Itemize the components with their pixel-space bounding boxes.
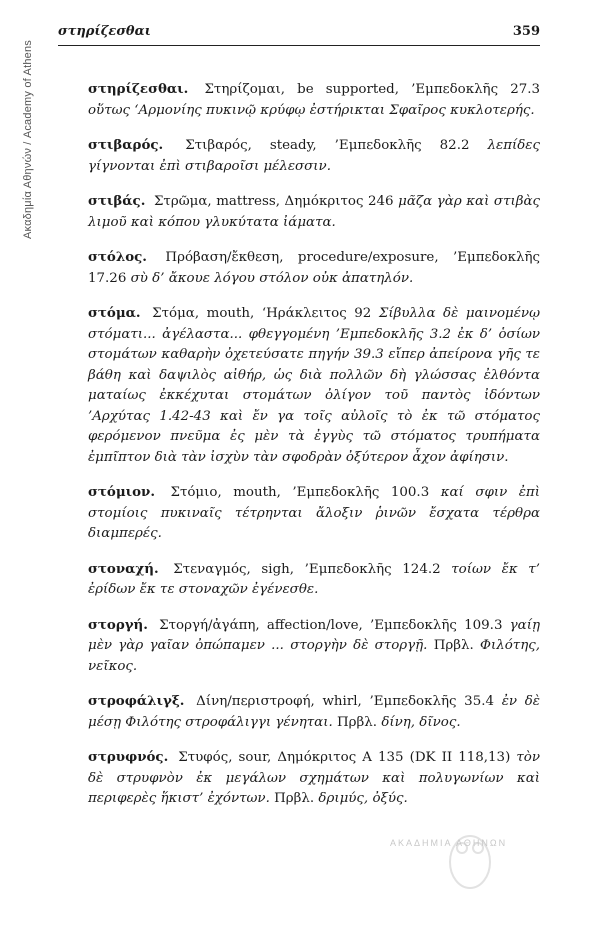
quotation: λεπίδες γίγνονται ἐπὶ στιβαροῖσι μέλεσσιν. <box>88 138 540 174</box>
quotation: μᾶζα γὰρ καὶ στιβὰς λιμοῦ καὶ κόπου γλυκύτατα ἰάματα. <box>88 194 541 230</box>
side-watermark: Ακαδημία Αθηνών / Academy of Athens <box>22 40 34 240</box>
running-head: στηρίζεσθαι <box>58 24 151 39</box>
headword: στόμα. <box>88 305 141 322</box>
cross-reference-prefix: Πρβλ. <box>274 791 315 807</box>
headword: στρυφνός. <box>88 749 169 766</box>
quotation: οὕτως ‘Αρμονίης πυκινῷ κρύφῳ ἐστήρικται Σφαῖρος κυκλοτερής. <box>88 102 535 118</box>
cross-reference-prefix: Πρβλ. <box>433 638 474 654</box>
quotation: γαίῃ μὲν γὰρ γαῖαν ὀπώπαμεν ... στοργὴν δὲ στοργῇ. <box>88 617 540 654</box>
owl-watermark-icon <box>440 822 500 892</box>
definition: Στόμιο, mouth, ’Εμπεδοκλῆς 100.3 <box>170 485 430 501</box>
definition: Στηρίζομαι, be supported, ’Εμπεδοκλῆς 27.3 <box>204 82 541 98</box>
definition: Πρόβαση/ἔκθεση, procedure/exposure, ’Εμπεδοκλῆς 17.26 <box>88 250 540 286</box>
definition: Στοργή/ἀγάπη, affection/love, ’Εμπεδοκλῆς 109.3 <box>159 617 503 633</box>
headword: στόμιον. <box>88 484 155 501</box>
bottom-watermark: ΑΚΑΔΗΜΙΑ ΑΘΗΝΩΝ <box>390 838 508 848</box>
entry <box>88 247 540 289</box>
quotation: σὺ δ’ ἄκουε λόγου στόλον οὐκ ἀπατηλόν. <box>130 270 414 286</box>
entry <box>88 691 540 733</box>
entry <box>88 482 540 545</box>
quotation: καί σφιν ἐπὶ στομίοις πυκιναῖς τέτρηνται ἄλοξιν ῥινῶν ἔσχατα τέρθρα διαμπερές. <box>88 485 540 542</box>
dictionary-entries <box>88 66 540 824</box>
quotation: Σίβυλλα δὲ μαινομένῳ στόματι... ἀγέλαστα... φθεγγομένη ’Εμπεδοκλῆς 3.2 ἐκ δ’ ὁσίων στομάτων καθαρὴν ὀχετεύσατε πηγήν 39.3 εἴπερ ἀπείρονα γῆς τε βάθη καὶ δαψιλὸς αἰθήρ, ὡς διὰ πολλῶν δὴ γλώσσας ἐλθόντα ματαίως ἐκκέχυται στομάτων ὀλίγον τοῦ παντὸς ἰδόντων ’Αρχύτας 1.42-43 καὶ ἔν γα τοῖς αὐλοῖς τὸ ἐκ τῶ στόματος φερόμενον πνεῦμα ἐς μὲν τὰ ἐγγὺς τῶ στόματος τρυπήματα ἐμπῖπτον διὰ τὰν ἰσχὺν τὰν σφοδρὰν ὀξύτερον ἆχον ἀφίησιν. <box>88 306 540 465</box>
cross-reference: δίνη, δῖνος. <box>381 714 461 730</box>
definition: Στεναγμός, sigh, ’Εμπεδοκλῆς 124.2 <box>173 561 441 577</box>
headword: στιβάς. <box>88 193 146 210</box>
definition: Δίνη/περιστροφή, whirl, ’Εμπεδοκλῆς 35.4 <box>196 694 494 710</box>
headword: στηρίζεσθαι. <box>88 81 189 98</box>
quotation: τὸν δὲ στρυφνὸν ἐκ μεγάλων σχημάτων καὶ πολυγωνίων καὶ περιφερὲς ἥκιστ’ ἐχόντων. <box>88 750 540 807</box>
entry <box>88 303 540 468</box>
cross-reference-prefix: Πρβλ. <box>337 714 378 730</box>
definition: Στρῶμα, mattress, Δημόκριτος 246 <box>153 194 394 210</box>
definition: Στυφός, sour, Δημόκριτος Α 135 (DK II 118,13) <box>178 750 511 766</box>
headword: στοναχή. <box>88 560 159 577</box>
page-header <box>58 24 540 46</box>
definition: Στιβαρός, steady, ’Εμπεδοκλῆς 82.2 <box>185 138 470 154</box>
entry <box>88 135 540 177</box>
cross-reference: δριμύς, ὀξύς. <box>318 791 408 807</box>
entry <box>88 79 540 121</box>
headword: στιβαρός. <box>88 137 164 154</box>
entry <box>88 747 540 810</box>
definition: Στόμα, mouth, ‘Ηράκλειτος 92 <box>152 306 372 322</box>
entry <box>88 615 540 678</box>
headword: στοργή. <box>88 616 148 633</box>
quotation: ἐν δὲ μέσῃ Φιλότης στροφάλιγγι γένηται. <box>88 694 540 730</box>
page-number: 359 <box>512 24 540 39</box>
entry <box>88 559 540 601</box>
entry <box>88 191 540 233</box>
headword: στόλος. <box>88 249 147 266</box>
quotation: τοίων ἔκ τ’ ἐρίδων ἔκ τε στοναχῶν ἐγένεσθε. <box>88 561 540 598</box>
cross-reference: Φιλότης, νεῖκος. <box>88 638 540 674</box>
headword: στροφάλιγξ. <box>88 693 185 710</box>
